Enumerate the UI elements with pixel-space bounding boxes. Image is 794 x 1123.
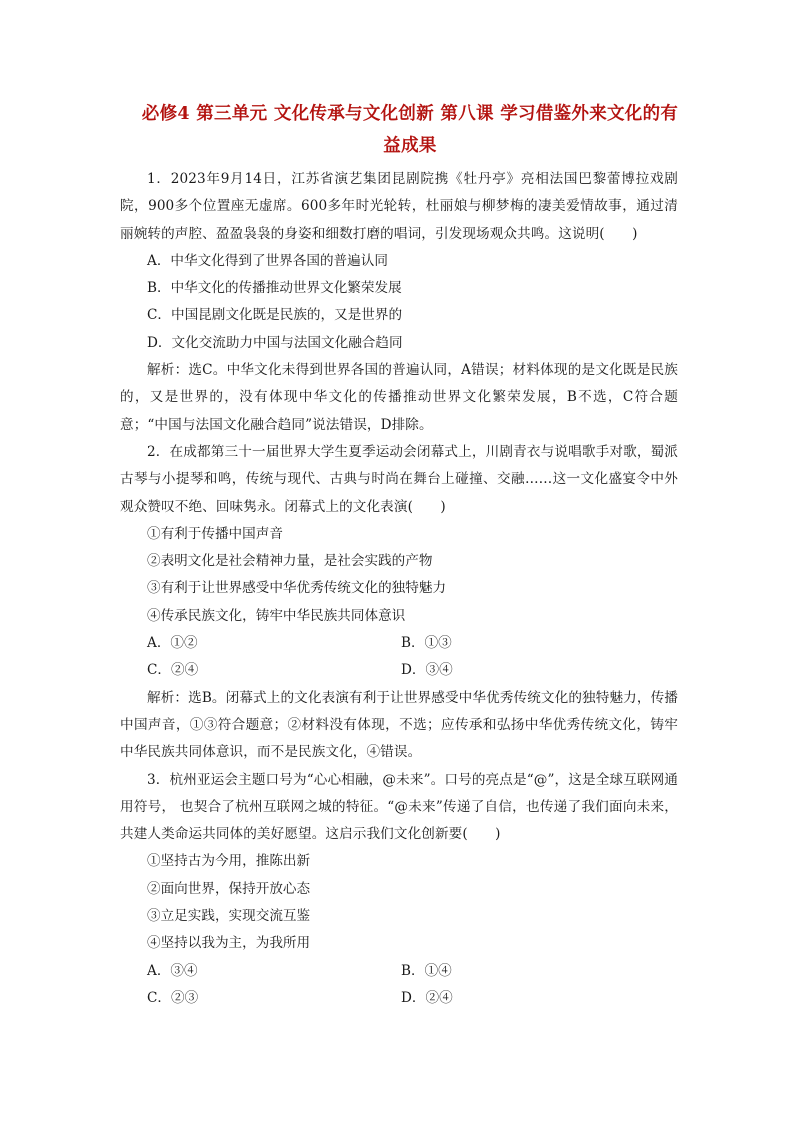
q1-option-d: D．文化交流助力中国与法国文化融合趋同: [147, 334, 403, 351]
q2-choices-row-2: [120, 657, 678, 684]
q1-option-b: B．中华文化的传播推动世界文化繁荣发展: [147, 280, 402, 297]
question-3-stem: 3．杭州亚运会主题口号为“心心相融，@未来”。口号的亮点是“@”，这是全球互联网通用符号， 也契合了杭州互联网之城的特征。“@未来”传递了自信，也传递了我们面向未来，共建人类命运共同体的美好愿望。这启示我们文化创新要( ): [120, 771, 678, 843]
q2-item-2: ②表明文化是社会精神力量，是社会实践的产物: [147, 553, 433, 570]
question-2-analysis: 解析：选B。闭幕式上的文化表演有利于让世界感受中华优秀传统文化的独特魅力，传播中国声音，①③符合题意；②材料没有体现，不选；应传承和弘扬中华优秀传统文化，铸牢中华民族共同体意识，而不是民族文化，④错误。: [120, 689, 678, 761]
question-1-analysis: 解析：选C。中华文化未得到世界各国的普遍认同，A错误；材料体现的是文化既是民族的，又是世界的，没有体现中华文化的传播推动世界文化繁荣发展，B不选，C符合题意；“中国与法国文化融合趋同”说法错误，D排除。: [120, 362, 678, 433]
q3-choices-row-2: [120, 985, 678, 1012]
q2-item-1: ①有利于传播中国声音: [147, 525, 283, 542]
q2-item-4: ④传承民族文化，铸牢中华民族共同体意识: [147, 607, 406, 624]
q2-choice-d: D．③④: [401, 662, 453, 679]
q3-choice-a: A．③④: [147, 962, 198, 979]
q3-item-1: ①坚持古为今用，推陈出新: [147, 853, 311, 870]
q2-choice-a: A．①②: [147, 635, 198, 652]
q2-item-3: ③有利于让世界感受中华优秀传统文化的独特魅力: [147, 580, 447, 597]
page-title: 必修4 第三单元 文化传承与文化创新 第八课 学习借鉴外来文化的有益成果: [141, 104, 679, 156]
question-1-stem: 1．2023年9月14日，江苏省演艺集团昆剧院携《牡丹亭》亮相法国巴黎蕾博拉戏剧院，900多个位置座无虚席。600多年时光轮转，杜丽娘与柳梦梅的凄美爱情故事，通过清丽婉转的声腔、盈盈袅袅的身姿和细数打磨的唱词，引发现场观众共鸣。这说明( ): [120, 171, 678, 242]
q2-choice-c: C．②④: [147, 662, 199, 679]
q1-option-c: C．中国昆剧文化既是民族的，又是世界的: [147, 307, 403, 324]
q2-choice-b: B．①③: [401, 635, 452, 652]
q2-choices-row-1: [120, 630, 678, 657]
q3-item-4: ④坚持以我为主，为我所用: [147, 935, 311, 952]
q3-item-3: ③立足实践，实现交流互鉴: [147, 908, 311, 925]
question-2-stem: 2．在成都第三十一届世界大学生夏季运动会闭幕式上，川剧青衣与说唱歌手对歌，蜀派古琴与小提琴和鸣，传统与现代、古典与时尚在舞台上碰撞、交融……这一文化盛宴令中外观众赞叹不绝、回味隽永。闭幕式上的文化表演( ): [120, 443, 678, 515]
q3-choice-c: C．②③: [147, 989, 199, 1006]
q3-choice-d: D．②④: [401, 989, 453, 1006]
q3-choices-row-1: [120, 958, 678, 985]
q3-item-2: ②面向世界，保持开放心态: [147, 880, 311, 897]
q1-option-a: A．中华文化得到了世界各国的普遍认同: [147, 252, 388, 269]
q3-choice-b: B．①④: [401, 962, 452, 979]
